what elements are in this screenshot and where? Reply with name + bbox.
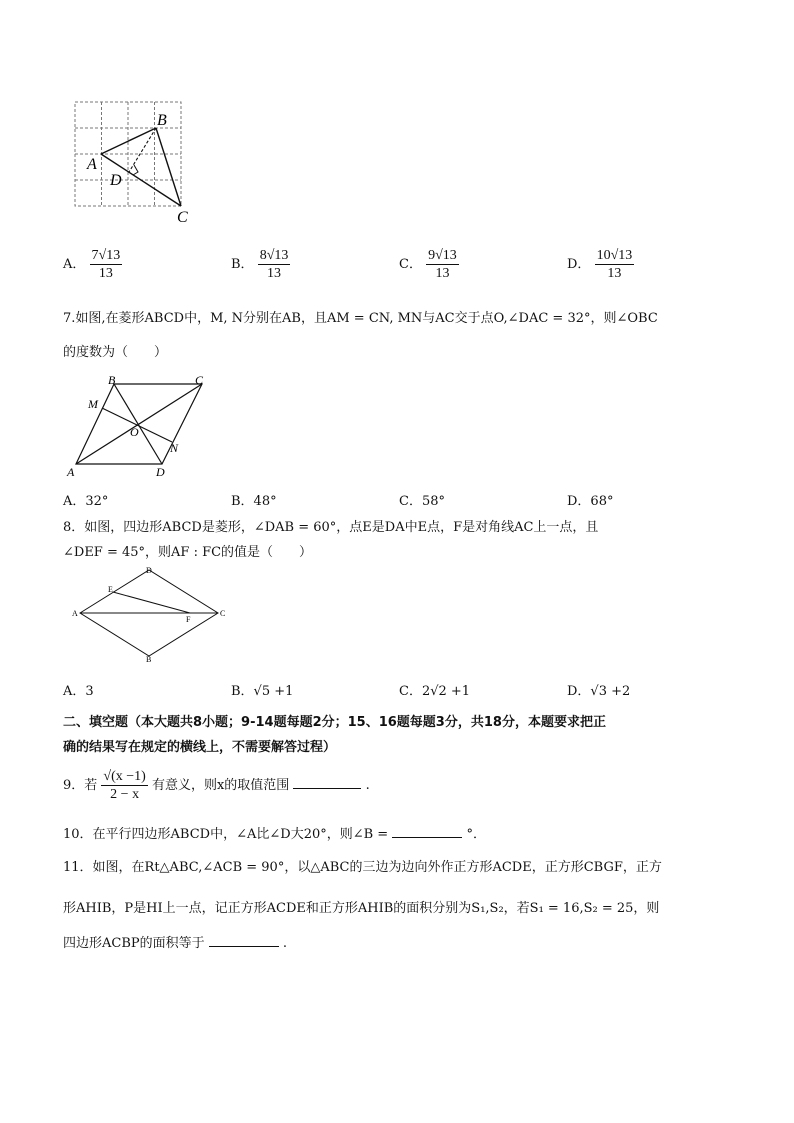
q7-label-a: A: [67, 465, 75, 479]
q8-label-f: F: [186, 615, 191, 624]
q8-stem-line2: ∠DEF = 45°，则AF : FC的值是（ ）: [63, 545, 313, 560]
option-fraction: $\frac{7√13}{13}$: [91, 248, 121, 281]
q7-label-d: D: [156, 465, 165, 479]
option-letter: A．: [63, 257, 86, 272]
q8-stem-line1: 8．如图，四边形ABCD是菱形，∠DAB = 60°，点E是DA中E点，F是对角线AC上一点，且: [63, 520, 599, 535]
option-letter: D．: [567, 257, 591, 272]
option-fraction: $\frac{9√13}{13}$: [428, 248, 457, 281]
q7-figure: [62, 372, 212, 480]
q6-label-d: D: [110, 172, 122, 189]
option-fraction: $\frac{10√13}{13}$: [596, 248, 633, 281]
q8-label-b: B: [146, 655, 152, 662]
q7-label-m: M: [88, 397, 98, 411]
q8-figure: [68, 564, 233, 662]
q8-label-d: D: [146, 566, 152, 575]
q10-text: 10．在平行四边形ABCD中，∠A比∠D大20°，则∠B =: [63, 827, 389, 842]
q6-label-a: A: [87, 156, 97, 173]
q11-line3: [63, 932, 287, 951]
q6-label-c: C: [177, 209, 188, 226]
q9-prefix: 9．若: [63, 778, 98, 793]
q11-line1: 11．如图，在Rt△ABC,∠ACB = 90°，以△ABC的三边为边向外作正方形ACDE，正方形CBGF，正方: [63, 860, 662, 875]
q8-option-b[interactable]: B．√5 +1: [231, 684, 294, 699]
q11-text: 四边形ACBP的面积等于: [63, 936, 205, 951]
q6-label-b: B: [157, 112, 167, 129]
q7-option-a[interactable]: A．32°: [63, 494, 109, 509]
q7-option-b[interactable]: B．48°: [231, 494, 277, 509]
q9-answer-blank[interactable]: [293, 776, 361, 789]
q8-option-c[interactable]: C．2√2 +1: [399, 684, 471, 699]
q11-answer-blank[interactable]: [209, 934, 279, 947]
q7-label-b: B: [108, 373, 116, 387]
q11-end: .: [282, 936, 288, 951]
q7-option-d[interactable]: D．68°: [567, 494, 614, 509]
q11-line2: 形AHIB，P是HI上一点，记正方形ACDE和正方形AHIB的面积分别为S₁,S₂，若S₁ = 16,S₂ = 25，则: [63, 901, 660, 916]
q7-label-o: O: [130, 425, 139, 439]
q10-end: °．: [466, 827, 487, 842]
q7-label-c: C: [195, 373, 204, 387]
q7-stem-line1: 7.如图,在菱形ABCD中，M, N分别在AB，且AM = CN, MN与AC交于点O,∠DAC = 32°，则∠OBC: [63, 311, 658, 326]
q8-label-a: A: [72, 609, 78, 618]
option-letter: B．: [231, 257, 254, 272]
q9-end: .: [365, 778, 370, 793]
q8-label-e: E: [108, 585, 113, 594]
q7-label-n: N: [170, 441, 179, 455]
q6-figure: [60, 95, 210, 230]
q8-option-a[interactable]: A．3: [63, 684, 94, 699]
q6-option-d[interactable]: [567, 247, 634, 282]
q6-option-a[interactable]: [63, 247, 122, 282]
q8-label-c: C: [220, 609, 226, 618]
section2-heading-line1: 二、填空题（本大题共8小题；9-14题每题2分；15、16题每题3分，共18分，本题要求把正: [63, 715, 606, 730]
q10-answer-blank[interactable]: [392, 825, 462, 838]
q10-stem: [63, 823, 486, 842]
q7-stem-line2: 的度数为（ ）: [63, 345, 168, 360]
q6-option-c[interactable]: [399, 247, 459, 282]
q8-option-d[interactable]: D．√3 +2: [567, 684, 631, 699]
section2-heading-line2: 确的结果写在规定的横线上，不需要解答过程）: [63, 740, 337, 755]
option-letter: C．: [399, 257, 422, 272]
q9-suffix: 有意义，则x的取值范围: [151, 778, 290, 793]
q7-option-c[interactable]: C．58°: [399, 494, 445, 509]
option-fraction: $\frac{8√13}{13}$: [259, 248, 289, 281]
q9-stem: [63, 768, 370, 803]
q9-fraction: $\frac{√(x -1)}{2 - x}$: [103, 769, 146, 802]
q6-option-b[interactable]: [231, 247, 290, 282]
